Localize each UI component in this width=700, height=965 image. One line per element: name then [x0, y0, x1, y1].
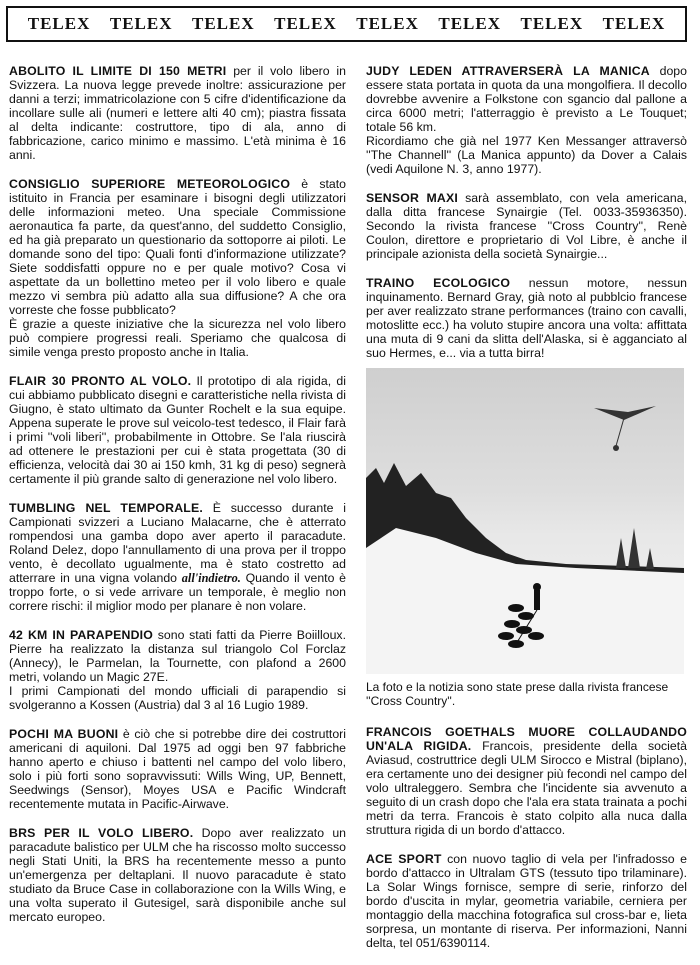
photo-scene	[366, 368, 684, 674]
news-body-tail: Quando il vento è troppo forte, o si vede arrivare un temporale, è meglio non correre rischi: il miglior modo per planare è non volare.	[9, 571, 346, 613]
news-headline: BRS PER IL VOLO LIBERO.	[9, 826, 194, 840]
news-item-brs	[9, 826, 346, 924]
news-headline: POCHI MA BUONI	[9, 727, 119, 741]
news-body: È successo durante i Campionati svizzeri a Luciano Malacarne, che è atterrato rompendosi una gamba dopo aver aperto il paracadute. Roland Delez, dopo l'annullamento di una prova per il troppo vento, è decollato ugualmente, ma è stato costretto ad atterrare in una vigna volando	[9, 501, 346, 585]
news-body: con nuovo taglio di vela per l'infradosso e bordo d'attacco in Ultralam GTS (tessuto tipo trilaminare). La Solar Wings fornisce, sempre di serie, rinforzo del bordo d'uscita in mylar, geometria variabile, cerniera per montaggio della macchina fotografica sul cross-bar e, lieta sorpresa, un montante di riserva. Per informazioni, Nanni delta, tel 051/6390114.	[366, 852, 687, 950]
banner-word: TELEX	[438, 14, 501, 33]
news-body: sarà assemblato, con vela americana, dalla ditta francese Synairgie (Tel. 0033-35936350). Secondo la rivista francese ''Cross Country'', Renè Coulon, direttore e proprietario di Vol Libre, è anche il principale azionista della società Synairgie...	[366, 191, 687, 261]
news-item-traino	[366, 276, 687, 360]
news-headline: TUMBLING NEL TEMPORALE.	[9, 501, 204, 515]
news-body: nessun motore, nessun inquinamento. Bernard Gray, già noto al pubblcio francese per aver realizzato strane performances (traino con cavalli, motoslitte ecc.) ha voluto stupire ancora una volta: affittata una muta di 9 cani da slitta dell'Alaska, si è agganciato al suo Hermes, e... via a tutta birra!	[366, 276, 688, 360]
news-item-flair	[9, 374, 346, 486]
news-body: dopo essere stata portata in quota da una mongolfiera. Il decollo dovrebbe avvenire a Folkstone con sgancio dal pallone a circa 6000 metri; l'atterraggio è previsto a Le Touquet; totale 56 km.	[366, 64, 687, 134]
news-headline: ACE SPORT	[366, 852, 442, 866]
news-item-goethals	[366, 725, 687, 837]
banner-word: TELEX	[520, 14, 584, 33]
news-item-meteo	[9, 177, 346, 359]
news-emphasis: all'indietro.	[181, 571, 241, 585]
news-body: per il volo libero in Svizzera. La nuova legge prevede inoltre: assicurazione per danni a terzi; immatricolazione con 5 cifre d'identificazione da incollare sulle ali (numeri e lettere alti 40 cm); piastra fissata al delta indicante: costruttore, tipo di ala, anno di fabbricazione, carico minimo e massimo. L'età minima è 16 anni.	[9, 64, 347, 162]
news-headline: 42 KM IN PARAPENDIO	[9, 628, 154, 642]
telex-banner	[6, 6, 687, 42]
news-item-tumbling	[9, 501, 346, 613]
news-item-limite	[9, 64, 346, 162]
left-column	[9, 64, 346, 939]
news-body-extra: I primi Campionati del mondo ufficiali di parapendio si svolgeranno a Kossen (Austria) dal 3 al 16 Lugio 1989.	[9, 684, 346, 712]
banner-word: TELEX	[191, 14, 255, 33]
news-item-ace	[366, 852, 687, 950]
news-headline: FLAIR 30 PRONTO AL VOLO.	[9, 374, 192, 388]
news-item-pochi	[9, 727, 346, 811]
banner-word: TELEX	[274, 14, 337, 33]
news-body: Il prototipo di ala rigida, di cui abbiamo pubblicato disegni e caratteristiche nella rivista di Giugno, è stato ultimato da Gunter Rochelt e la sua equipe. Appena superate le prove sul veicolo-test tedesco, il Flair farà i primi ''voli liberi'', probabilmente in Ottobre. Se l'ala riuscirà ad ottenere le prestazioni per cui è stata progettata (30 di efficienza, velocità dai 30 ai 150 kmh, 31 kg di peso) segnerà certamente il più grande salto di generazione nel volo libero.	[9, 374, 346, 486]
news-item-parapendio	[9, 628, 346, 712]
right-column	[366, 64, 687, 965]
banner-word: TELEX	[602, 14, 666, 33]
news-body: è stato istituito in Francia per esaminare i bisogni degli utilizzatori delle informazioni meteo. Una speciale Commissione aeronautica fa parte, da quest'anno, del suddetto Consiglio, ed ha già preparato un questionario da sottoporre ai piloti. Le domande sono del tipo: Quali fonti d'informazione utilizzate? Siete soddisfatti oppure no e per quale motivo? Cosa vi aspettate da un bollettino meteo per il volo libero e quale mezzo vi sembra più adatto alla sua diffusione? A che ora vorreste che fosse pubblicato?	[9, 177, 346, 317]
sled-dog-photo	[366, 368, 684, 674]
news-item-judy	[366, 64, 687, 176]
photo-caption: La foto e la notizia sono state prese dalla rivista francese ''Cross Country''.	[366, 680, 669, 708]
news-headline: FRANCOIS GOETHALS MUORE COLLAUDANDO UN'ALA RIGIDA.	[366, 725, 687, 753]
news-body-extra: Ricordiamo che già nel 1977 Ken Messanger attraversò ''The Channell'' (La Manica appunto) da Dover a Calais (vedi Aquilone N. 3, anno 1977).	[366, 134, 687, 176]
news-headline: SENSOR MAXI	[366, 191, 458, 205]
news-body: è ciò che si potrebbe dire dei costruttori americani di aquiloni. Dal 1975 ad oggi ben 97 fabbriche hanno aperto e chiuso i battenti nel campo del volo libero, solo i più forti sono sopravvissuti: Wills Wing, UP, Bennett, Seedwings (Sensor), Moyes USA e Pacific Windcraft recentemente mutata in Pacific-Airwave.	[9, 727, 347, 811]
news-headline: ABOLITO IL LIMITE DI 150 METRI	[9, 64, 227, 78]
news-body-extra: È grazie a queste iniziative che la sicurezza nel volo libero può compiere progressi reali. Speriamo che qualcosa di simile venga presto proposto anche in Italia.	[9, 317, 346, 359]
news-body: sono stati fatti da Pierre Boiilloux. Pierre ha realizzato la distanza sul triangolo Col Forclaz (Annecy), le Parmelan, la Tournette, con plafond a 2600 metri, volando un Magic 27E.	[9, 628, 346, 684]
news-headline: CONSIGLIO SUPERIORE METEOROLOGICO	[9, 177, 291, 191]
news-item-sensor	[366, 191, 687, 261]
banner-word: TELEX	[109, 14, 173, 33]
news-body: Francois, presidente della società Aviasud, costruttrice degli ULM Sirocco e Mistral (biplano), era certamente uno dei designer più fecondi nel campo del volo ultraleggero. Sembra che l'incidente sia avvenuto a seguito di un crash dopo che l'ala era stata trainata a pochi metri da terra. Francois è stato colpito alla nuca dalla struttura rigida di un bordo d'attacco.	[366, 739, 687, 837]
banner-word: TELEX	[27, 14, 91, 33]
news-headline: TRAINO ECOLOGICO	[366, 276, 511, 290]
news-headline: JUDY LEDEN ATTRAVERSERÀ LA MANICA	[366, 64, 650, 78]
banner-word: TELEX	[356, 14, 419, 33]
news-body: Dopo aver realizzato un paracadute balistico per ULM che ha riscosso molto successo negli Stati Uniti, la BRS ha recentemente messo a punto un'emergenza per deltaplani. Il nuovo paracadute è stato studiato da Bruce Case in collaborazione con la Wills Wing, e una volta superato il Gutesigel, sarà disponibile anche sul mercato europeo.	[9, 826, 347, 924]
